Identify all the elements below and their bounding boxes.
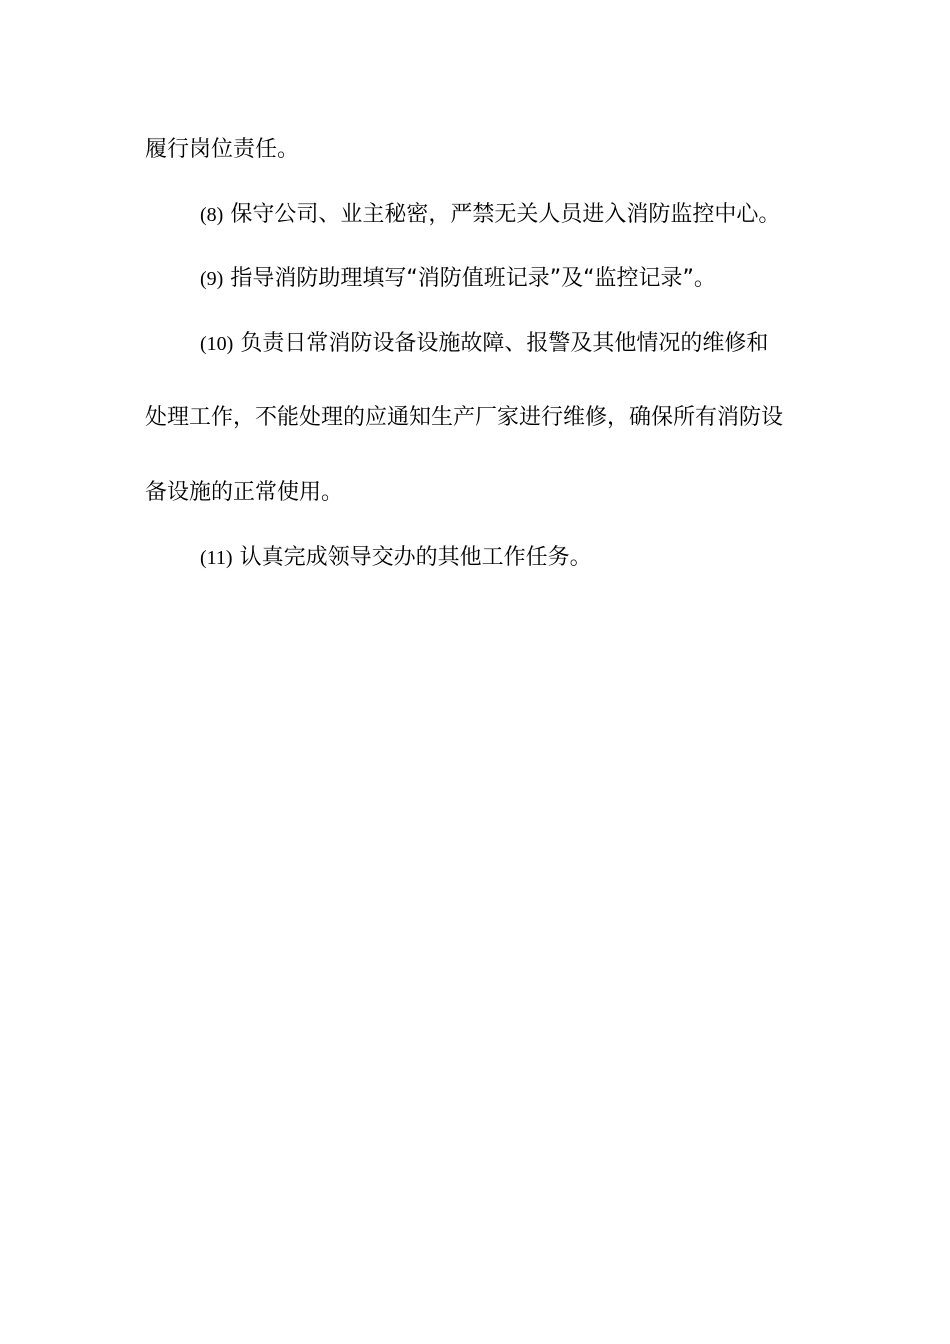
item-number: (11) [200,547,233,569]
line-text: 履行岗位责任。 [145,137,300,162]
line-text: 备设施的正常使用。 [145,480,344,505]
item-text: 保守公司、业主秘密，严禁无关人员进入消防监控中心。 [230,202,781,227]
item-text: 指导消防助理填写“消防值班记录”及“监控记录”。 [230,266,716,291]
item-text: 认真完成领导交办的其他工作任务。 [239,545,592,570]
paragraph-line [145,478,343,508]
line-text: 处理工作，不能处理的应通知生产厂家进行维修，确保所有消防设 [145,405,784,430]
paragraph-line [145,135,299,165]
list-item-8 [200,200,780,230]
item-number: (8) [200,204,224,226]
item-text: 负责日常消防设备设施故障、报警及其他情况的维修和 [240,331,769,356]
list-item-10 [200,329,768,359]
item-number: (10) [200,333,234,355]
list-item-11 [200,543,592,573]
paragraph-line [145,403,783,433]
list-item-9 [200,264,716,294]
item-number: (9) [200,268,224,290]
